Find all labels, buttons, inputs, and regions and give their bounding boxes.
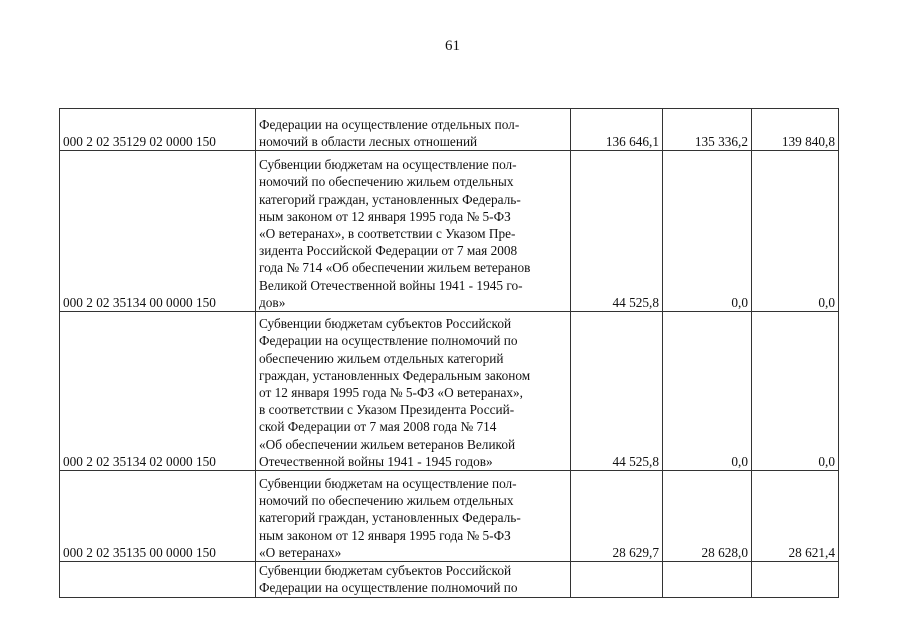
description-line: ской Федерации от 7 мая 2008 года № 714	[259, 419, 497, 435]
row-value-year-2: 0,0	[663, 151, 752, 312]
budget-table-body	[60, 109, 839, 598]
table-row	[60, 471, 839, 562]
description-line: ным законом от 12 января 1995 года № 5-ФЗ	[259, 527, 511, 543]
description-line: Субвенции бюджетам на осуществление пол-	[259, 475, 517, 491]
description-line: «О ветеранах»	[259, 544, 342, 560]
row-value-year-1: 136 646,1	[571, 109, 663, 151]
row-value-year-3: 0,0	[752, 312, 839, 471]
description-line: номочий в области лесных отношений	[259, 133, 478, 149]
description-line: дов»	[259, 294, 286, 310]
description-line: в соответствии с Указом Президента Россий-	[259, 402, 515, 418]
row-code: 000 2 02 35129 02 0000 150	[60, 109, 256, 151]
description-line: категорий граждан, установленных Федераль-	[259, 191, 521, 207]
table-row	[60, 312, 839, 471]
description-line: Великой Отечественной войны 1941 - 1945 го-	[259, 277, 523, 293]
row-value-year-3: 28 621,4	[752, 471, 839, 562]
description-line: Субвенции бюджетам субъектов Российской	[259, 563, 512, 578]
row-value-year-2: 135 336,2	[663, 109, 752, 151]
row-value-year-2: 28 628,0	[663, 471, 752, 562]
row-description	[256, 471, 571, 562]
description-line: Отечественной войны 1941 - 1945 годов»	[259, 453, 493, 469]
description-line: ным законом от 12 января 1995 года № 5-ФЗ	[259, 208, 511, 224]
description-line: Федерации на осуществление полномочий по	[259, 333, 518, 349]
page-number: 61	[445, 38, 460, 54]
row-description	[256, 562, 571, 598]
description-line: номочий по обеспечению жильем отдельных	[259, 493, 514, 509]
description-line: зидента Российской Федерации от 7 мая 2008	[259, 243, 518, 259]
row-description	[256, 312, 571, 471]
row-description	[256, 151, 571, 312]
table-row	[60, 109, 839, 151]
row-value-year-3	[752, 562, 839, 598]
description-line: года № 714 «Об обеспечении жильем ветеранов	[259, 260, 531, 276]
row-value-year-2	[663, 562, 752, 598]
table-row	[60, 151, 839, 312]
description-line: «Об обеспечении жильем ветеранов Великой	[259, 436, 516, 452]
row-code: 000 2 02 35134 02 0000 150	[60, 312, 256, 471]
description-line: Субвенции бюджетам субъектов Российской	[259, 316, 512, 332]
row-value-year-2: 0,0	[663, 312, 752, 471]
description-line: Субвенции бюджетам на осуществление пол-	[259, 157, 517, 173]
row-value-year-1: 44 525,8	[571, 151, 663, 312]
description-line: граждан, установленных Федеральным законом	[259, 367, 531, 383]
description-line: категорий граждан, установленных Федераль-	[259, 510, 521, 526]
row-description	[256, 109, 571, 151]
table-row	[60, 562, 839, 598]
row-value-year-3: 0,0	[752, 151, 839, 312]
row-value-year-1: 28 629,7	[571, 471, 663, 562]
row-value-year-3: 139 840,8	[752, 109, 839, 151]
description-line: номочий по обеспечению жильем отдельных	[259, 174, 514, 190]
row-code: 000 2 02 35135 00 0000 150	[60, 471, 256, 562]
row-value-year-1	[571, 562, 663, 598]
row-code	[60, 562, 256, 598]
row-value-year-1: 44 525,8	[571, 312, 663, 471]
budget-table	[59, 108, 839, 598]
description-line: «О ветеранах», в соответствии с Указом Пре-	[259, 225, 516, 241]
description-line: Федерации на осуществление полномочий по	[259, 580, 518, 596]
row-code: 000 2 02 35134 00 0000 150	[60, 151, 256, 312]
description-line: Федерации на осуществление отдельных пол-	[259, 116, 520, 132]
description-line: от 12 января 1995 года № 5-ФЗ «О ветеранах»,	[259, 384, 524, 400]
description-line: обеспечению жильем отдельных категорий	[259, 350, 504, 366]
